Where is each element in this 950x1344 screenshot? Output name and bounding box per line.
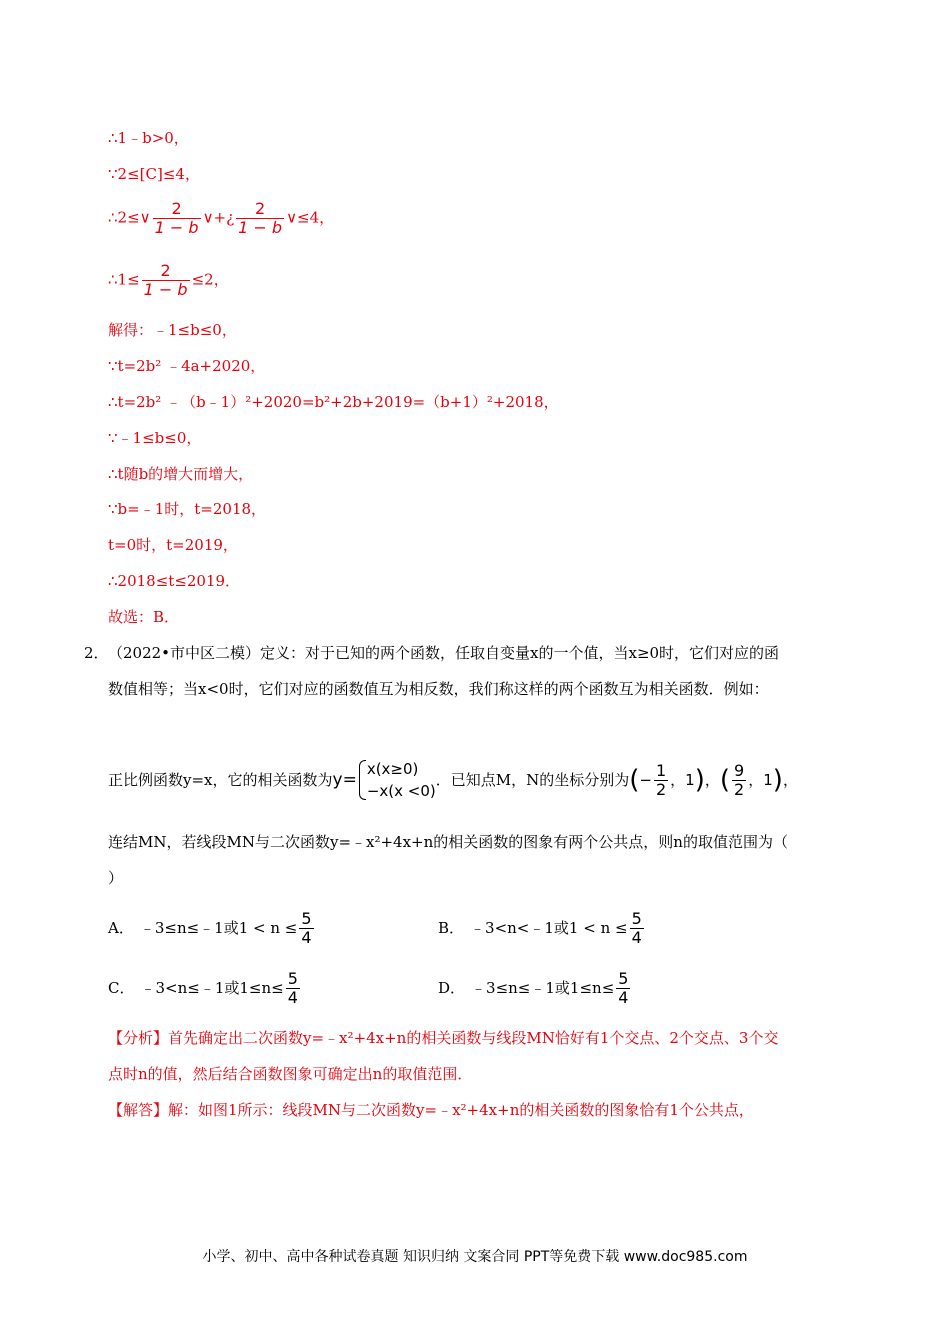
comma: ， bbox=[670, 771, 686, 789]
n-x-fraction bbox=[732, 762, 746, 799]
piecewise-case-2: −x(x <0) bbox=[366, 782, 436, 800]
option-b-text: ﹣3<n<﹣1或1 < n ≤ bbox=[470, 919, 628, 937]
option-d-fraction bbox=[616, 970, 630, 1007]
fraction-denominator: 4 bbox=[301, 927, 312, 947]
n-y-coord: 1 bbox=[763, 771, 773, 789]
option-d-label: D． bbox=[438, 979, 466, 997]
fraction-numerator: 2 bbox=[171, 199, 182, 218]
piecewise-function bbox=[357, 758, 436, 802]
option-b-fraction bbox=[630, 910, 644, 947]
answer-line-1 bbox=[108, 1100, 754, 1120]
solution-line-12: ∴2018≤t≤2019． bbox=[108, 572, 241, 590]
option-d-text: ﹣3≤n≤﹣1或1≤n≤ bbox=[471, 979, 615, 997]
paren-close: ) bbox=[694, 765, 705, 795]
solution-line-3-post: ∨≤4， bbox=[286, 208, 335, 227]
comma: ， bbox=[704, 771, 720, 789]
minus-sign: − bbox=[639, 771, 652, 789]
fraction-denominator: 4 bbox=[631, 927, 642, 947]
fraction-numerator: 5 bbox=[287, 968, 298, 988]
option-c-fraction bbox=[286, 970, 300, 1007]
solution-line-3 bbox=[108, 200, 334, 237]
fraction-numerator: 5 bbox=[618, 968, 629, 988]
option-a-label: A． bbox=[108, 919, 134, 937]
option-a-text: ﹣3≤n≤﹣1或1 < n ≤ bbox=[139, 919, 298, 937]
fraction-numerator: 9 bbox=[734, 760, 745, 780]
solution-line-4-post: ≤2， bbox=[191, 270, 229, 289]
fraction-numerator: 5 bbox=[631, 908, 642, 928]
comma: ， bbox=[782, 771, 798, 789]
analysis-line-1 bbox=[108, 1028, 778, 1048]
solution-line-3-mid: ∨+¿ bbox=[202, 208, 235, 227]
question-text-3-mid: ．已知点M，N的坐标分别为 bbox=[435, 771, 630, 789]
page-footer: 小学、初中、高中各种试卷真题 知识归纳 文案合同 PPT等免费下载 www.doc985.com bbox=[202, 1249, 748, 1265]
question-text-line-2: 数值相等；当x<0时，它们对应的函数值互为相反数，我们称这样的两个函数互为相关函数．例如： bbox=[108, 680, 769, 698]
m-y-coord: 1 bbox=[685, 771, 695, 789]
solution-line-10: ∵b=﹣1时，t=2018， bbox=[108, 500, 267, 518]
option-a-fraction bbox=[299, 910, 313, 947]
fraction-denominator: 4 bbox=[618, 987, 629, 1007]
option-c-label: C． bbox=[108, 979, 135, 997]
option-a[interactable] bbox=[108, 908, 316, 948]
fraction-denominator: 2 bbox=[655, 779, 667, 799]
question-text-3-pre: 正比例函数y=x，它的相关函数为 bbox=[108, 771, 333, 789]
option-c-text: ﹣3<n≤﹣1或1≤n≤ bbox=[140, 979, 284, 997]
question-text-line-1: （2022•市中区二模）定义：对于已知的两个函数，任取自变量x的一个值，当x≥0时，它们对应的函 bbox=[108, 644, 780, 662]
fraction-numerator: 2 bbox=[160, 261, 171, 280]
solution-line-11: t=0时，t=2019， bbox=[108, 536, 238, 554]
paren-close: ) bbox=[772, 765, 783, 795]
option-b-label: B． bbox=[438, 919, 465, 937]
fraction-numerator: 1 bbox=[655, 760, 667, 780]
option-c[interactable] bbox=[108, 968, 302, 1008]
analysis-line-2: 点时n的值，然后结合函数图象可确定出n的取值范围． bbox=[108, 1065, 473, 1083]
fraction bbox=[236, 200, 284, 237]
fraction bbox=[142, 262, 190, 299]
paren-open: ( bbox=[719, 765, 731, 795]
piecewise-case-1: x(x≥0) bbox=[366, 760, 419, 778]
solution-line-13: 故选：B． bbox=[108, 608, 180, 626]
solution-line-5: 解得：﹣1≤b≤0， bbox=[108, 321, 237, 339]
solution-line-4 bbox=[108, 262, 229, 299]
question-text-line-3 bbox=[108, 752, 798, 808]
solution-line-1: ∴1﹣b>0， bbox=[108, 129, 189, 147]
solution-line-8: ∵﹣1≤b≤0， bbox=[108, 429, 202, 447]
paren-open: ( bbox=[629, 765, 640, 795]
fraction bbox=[153, 200, 201, 237]
y-equals: y= bbox=[332, 770, 357, 790]
analysis-text-1: 首先确定出二次函数y=﹣x²+4x+n的相关函数与线段MN恰好有1个交点、2个交点、3个交 bbox=[168, 1029, 779, 1047]
m-x-fraction bbox=[654, 762, 668, 799]
option-b[interactable] bbox=[438, 908, 646, 948]
analysis-tag: 【分析】 bbox=[108, 1029, 169, 1047]
solution-line-6: ∵t=2b² ﹣4a+2020， bbox=[108, 357, 266, 375]
question-text-line-5: ） bbox=[108, 869, 124, 887]
answer-tag: 【解答】 bbox=[108, 1101, 169, 1119]
fraction-denominator: 4 bbox=[287, 987, 298, 1007]
fraction-denominator: 1 − b bbox=[238, 218, 283, 237]
fraction-denominator: 2 bbox=[734, 779, 745, 799]
answer-text: 解：如图1所示：线段MN与二次函数y=﹣x²+4x+n的相关函数的图象恰有1个公共点， bbox=[168, 1101, 754, 1119]
fraction-numerator: 5 bbox=[301, 908, 312, 928]
fraction-denominator: 1 − b bbox=[143, 280, 188, 299]
option-d[interactable] bbox=[438, 968, 632, 1008]
question-number: 2． bbox=[84, 644, 109, 662]
solution-line-4-pre: ∴1≤ bbox=[108, 270, 140, 289]
solution-line-2: ∵2≤[C]≤4， bbox=[108, 165, 200, 183]
question-text-line-4: 连结MN，若线段MN与二次函数y=﹣x²+4x+n的相关函数的图象有两个公共点，则n的取值范围为（ bbox=[108, 833, 788, 851]
comma: ， bbox=[748, 771, 764, 789]
fraction-denominator: 1 − b bbox=[154, 218, 199, 237]
solution-line-3-pre: ∴2≤∨ bbox=[108, 208, 151, 227]
solution-line-7: ∴t=2b² ﹣（b﹣1）²+2020=b²+2b+2019=（b+1）²+2018， bbox=[108, 393, 559, 411]
fraction-numerator: 2 bbox=[255, 199, 266, 218]
solution-line-9: ∴t随b的增大而增大， bbox=[108, 465, 254, 483]
